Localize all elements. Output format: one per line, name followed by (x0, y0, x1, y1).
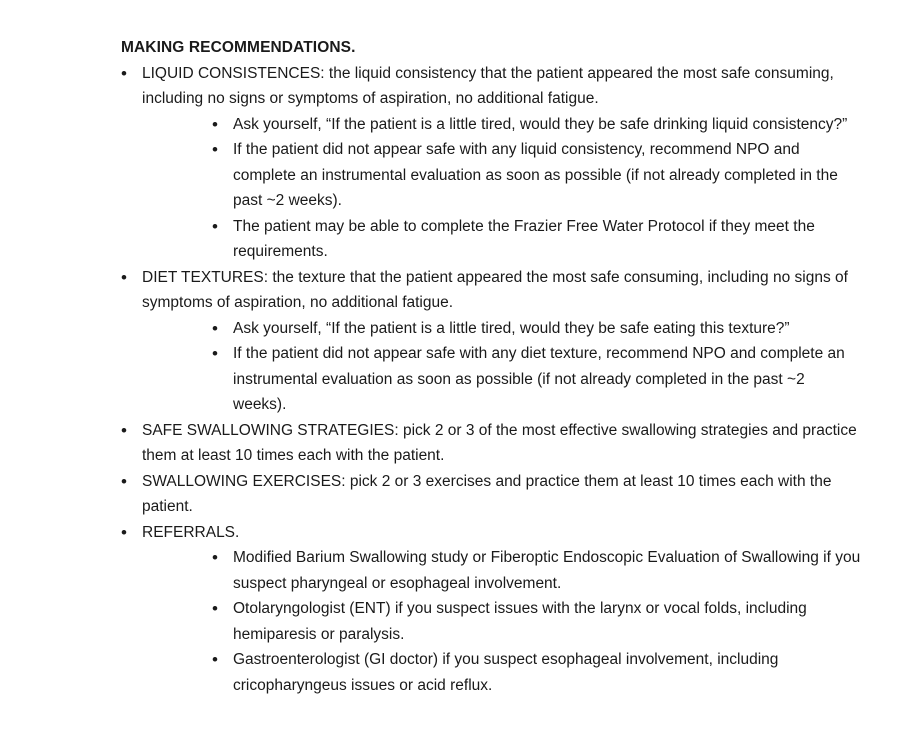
sub-item: • The patient may be able to complete the Frazier Free Water Protocol if they meet the requirements. (212, 214, 861, 265)
sub-list (212, 545, 861, 698)
section-text: LIQUID CONSISTENCES: the liquid consistency that the patient appeared the most safe consuming, including no signs or symptoms of aspiration, no additional fatigue. (142, 64, 834, 107)
section-safe-swallowing-strategies (121, 418, 861, 469)
section-swallowing-exercises (121, 469, 861, 520)
sub-item: • Otolaryngologist (ENT) if you suspect issues with the larynx or vocal folds, including hemiparesis or paralysis. (212, 596, 861, 647)
section-text: SAFE SWALLOWING STRATEGIES: pick 2 or 3 of the most effective swallowing strategies and practice them at least 10 times each with the patient. (142, 421, 857, 464)
section-text: DIET TEXTURES: the texture that the patient appeared the most safe consuming, including no signs of symptoms of aspiration, no additional fatigue. (142, 268, 848, 311)
sub-item: • If the patient did not appear safe with any liquid consistency, recommend NPO and complete an instrumental evaluation as soon as possible (if not already completed in the past ~2 weeks). (212, 137, 861, 214)
sub-item: • If the patient did not appear safe with any diet texture, recommend NPO and complete an instrumental evaluation as soon as possible (if not already completed in the past ~2 weeks). (212, 341, 861, 418)
sub-item: • Modified Barium Swallowing study or Fiberoptic Endoscopic Evaluation of Swallowing if you suspect pharyngeal or esophageal involvement. (212, 545, 861, 596)
sub-item: • Ask yourself, “If the patient is a little tired, would they be safe eating this texture?” (212, 316, 861, 342)
section-text: REFERRALS. (142, 523, 240, 541)
document-heading: MAKING RECOMMENDATIONS. (121, 39, 356, 56)
document-page (121, 35, 861, 698)
sub-list (212, 316, 861, 418)
section-referrals (121, 520, 861, 699)
sub-item: • Gastroenterologist (GI doctor) if you suspect esophageal involvement, including cricopharyngeus issues or acid reflux. (212, 647, 861, 698)
sub-list (212, 112, 861, 265)
section-text: SWALLOWING EXERCISES: pick 2 or 3 exercises and practice them at least 10 times each with the patient. (142, 472, 832, 515)
sub-item: • Ask yourself, “If the patient is a little tired, would they be safe drinking liquid consistency?” (212, 112, 861, 138)
section-liquid-consistences (121, 61, 861, 265)
recommendations-list (121, 61, 861, 699)
section-diet-textures (121, 265, 861, 418)
